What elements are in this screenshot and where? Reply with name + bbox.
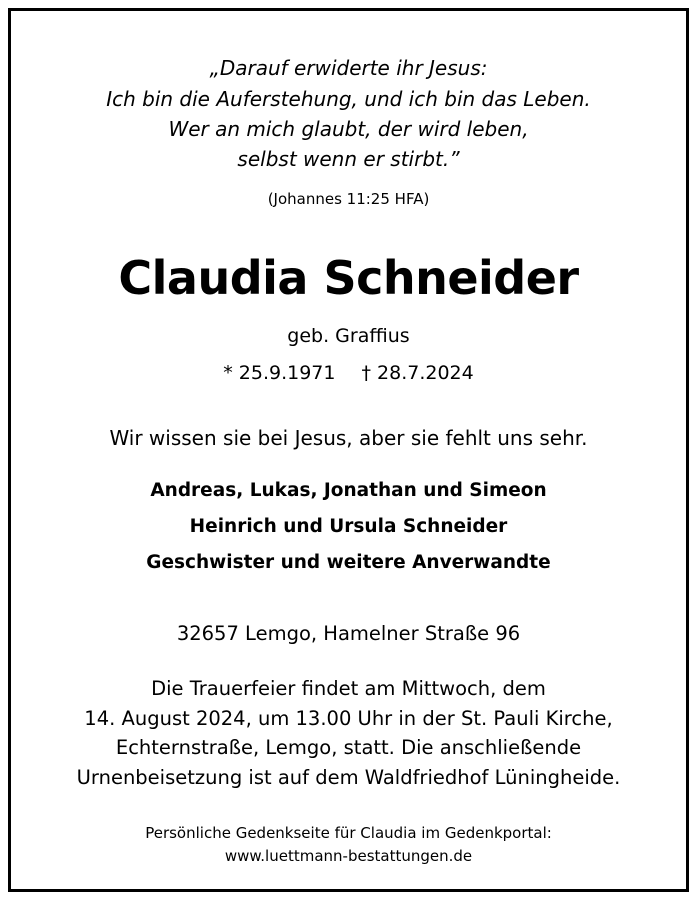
motto: Wir wissen sie bei Jesus, aber sie fehlt uns sehr. <box>109 426 588 450</box>
birth-date: * 25.9.1971 <box>223 362 336 384</box>
mourner-line-1: Andreas, Lukas, Jonathan und Simeon <box>150 480 547 501</box>
life-dates <box>0 364 697 383</box>
mourner-address: 32657 Lemgo, Hamelner Straße 96 <box>176 622 521 645</box>
bible-quote-line-1: „Darauf erwiderte ihr Jesus: <box>209 56 488 80</box>
mourner-line-2: Heinrich und Ursula Schneider <box>189 516 508 537</box>
memorial-portal-url: www.luettmann-bestattungen.de <box>224 847 473 865</box>
ceremony-line-2: 14. August 2024, um 13.00 Uhr in der St. Pauli Kirche, <box>84 707 613 730</box>
mourner-line-3: Geschwister und weitere Anverwandte <box>146 552 551 573</box>
birth-name: geb. Graffius <box>287 325 410 347</box>
deceased-name: Claudia Schneider <box>118 251 579 305</box>
bible-quote-line-3: Wer an mich glaubt, der wird leben, <box>168 117 529 141</box>
bible-quote-line-2: Ich bin die Auferstehung, und ich bin das Leben. <box>106 87 591 111</box>
ceremony-line-3: Echternstraße, Lemgo, statt. Die anschließende <box>115 736 582 759</box>
bible-reference: (Johannes 11:25 HFA) <box>267 190 430 208</box>
ceremony-line-1: Die Trauerfeier findet am Mittwoch, dem <box>151 677 546 700</box>
memorial-portal-text: Persönliche Gedenkseite für Claudia im Gedenkportal: <box>145 824 552 842</box>
bible-quote-line-4: selbst wenn er stirbt.” <box>237 147 460 171</box>
death-date: † 28.7.2024 <box>361 362 474 384</box>
ceremony-line-4: Urnenbeisetzung ist auf dem Waldfriedhof Lüningheide. <box>76 766 621 789</box>
